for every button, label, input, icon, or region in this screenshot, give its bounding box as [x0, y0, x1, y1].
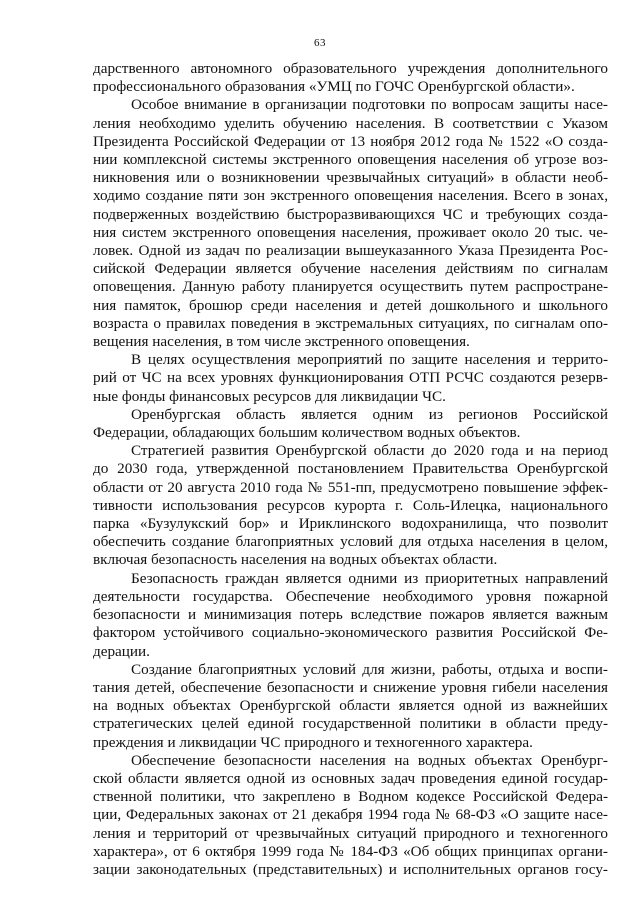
text-line: ции, Федеральных законах от 21 декабря 1994 года № 68-ФЗ «О защите насе-	[93, 806, 608, 824]
text-line: Президента Российской Федерации от 13 ноября 2012 года № 1522 «О созда-	[93, 132, 608, 150]
text-line: Особое внимание в организации подготовки по вопросам защиты насе-	[131, 96, 608, 114]
paragraph	[93, 406, 608, 442]
text-line: обеспечить создание благоприятных условий для отдыха населения в целом,	[93, 533, 608, 551]
text-line: стратегических целей единой государственной политики в области преду-	[93, 715, 608, 733]
text-line: области от 20 августа 2010 года № 551-пп, предусмотрено повышение эффек-	[93, 478, 608, 496]
text-line: ния систем экстренного оповещения населения, проживает около 20 тыс. че-	[93, 223, 608, 241]
text-line: Оренбургская область является одним из регионов Российской	[131, 405, 608, 423]
text-line: до 2030 года, утвержденной постановлением Правительства Оренбургской	[93, 460, 608, 478]
body-text	[93, 60, 608, 879]
text-line: зации законодательных (представительных) и исполнительных органов госу-	[93, 860, 608, 878]
text-line: подверженных воздействию быстроразвивающихся ЧС и требующих созда-	[93, 205, 608, 223]
text-line: вещения населения, в том числе экстренного оповещения.	[93, 333, 470, 351]
paragraph	[93, 661, 608, 752]
paragraph	[93, 570, 608, 661]
text-line: профессионального образования «УМЦ по ГОЧС Оренбургской области».	[93, 78, 575, 96]
text-line: преждения и ликвидации ЧС природного и техногенного характера.	[93, 733, 533, 751]
text-line: деятельности государства. Обеспечение необходимого уровня пожарной	[93, 587, 608, 605]
text-line: тания детей, обеспечение безопасности и снижение уровня гибели населения	[93, 678, 608, 696]
text-line: фактором устойчивого социально-экономического развития Российской Фе-	[93, 624, 608, 642]
paragraph	[93, 60, 608, 96]
text-line: ния памяток, брошюр среди населения и детей дошкольного и школьного	[93, 296, 608, 314]
text-line: оповещения. Данную работу планируется осуществить путем распростране-	[93, 278, 608, 296]
page-number: 63	[314, 37, 326, 49]
text-line: сийской Федерации является обучение населения действиям по сигналам	[93, 260, 608, 278]
text-line: парка «Бузулукский бор» и Ириклинского водохранилища, что позволит	[93, 515, 608, 533]
paragraph	[93, 96, 608, 351]
text-line: нии комплексной системы экстренного оповещения населения об угрозе воз-	[93, 151, 608, 169]
text-line: рий от ЧС на всех уровнях функционирования ОТП РСЧС создаются резерв-	[93, 369, 608, 387]
text-line: ходимо создание пяти зон экстренного оповещения населения. Всего в зонах,	[93, 187, 608, 205]
text-line: ственной политики, что закреплено в Водном кодексе Российской Федера-	[93, 788, 608, 806]
text-line: В целях осуществления мероприятий по защите населения и террито-	[131, 351, 608, 369]
text-line: ные фонды финансовых ресурсов для ликвидации ЧС.	[93, 387, 446, 405]
text-line: Федерации, обладающих большим количеством водных объектов.	[93, 424, 521, 442]
text-line: безопасности и минимизация потерь вследствие пожаров является важным	[93, 606, 608, 624]
text-line: Безопасность граждан является одними из приоритетных направлений	[131, 569, 608, 587]
text-line: Стратегией развития Оренбургской области до 2020 года и на период	[131, 442, 608, 460]
text-line: характера», от 6 октября 1999 года № 184-ФЗ «Об общих принципах органи-	[93, 842, 608, 860]
text-line: тивности использования ресурсов курорта г. Соль-Илецка, национального	[93, 496, 608, 514]
text-line: ления и территорий от чрезвычайных ситуаций природного и техногенного	[93, 824, 608, 842]
text-line: включая безопасность населения на водных объектах области.	[93, 551, 498, 569]
paragraph	[93, 442, 608, 569]
text-line: ления необходимо уделить обучению населения. В соответствии с Указом	[93, 114, 608, 132]
paragraph	[93, 752, 608, 879]
text-line: дерации.	[93, 642, 150, 660]
paragraph	[93, 351, 608, 406]
text-line: никновения или о возникновении чрезвычайных ситуаций» в области необ-	[93, 169, 608, 187]
text-line: возраста о правилах поведения в экстремальных ситуациях, по сигналам опо-	[93, 314, 608, 332]
text-line: дарственного автономного образовательного учреждения дополнительного	[93, 60, 608, 77]
text-line: на водных объектах Оренбургской области является одной из важнейших	[93, 697, 608, 715]
text-line: Создание благоприятных условий для жизни, работы, отдыха и воспи-	[131, 660, 608, 678]
text-line: Обеспечение безопасности населения на водных объектах Оренбург-	[131, 751, 608, 769]
text-line: ловек. Одной из задач по реализации вышеуказанного Указа Президента Рос-	[93, 242, 608, 260]
text-line: ской области является одной из основных задач проведения единой государ-	[93, 769, 608, 787]
